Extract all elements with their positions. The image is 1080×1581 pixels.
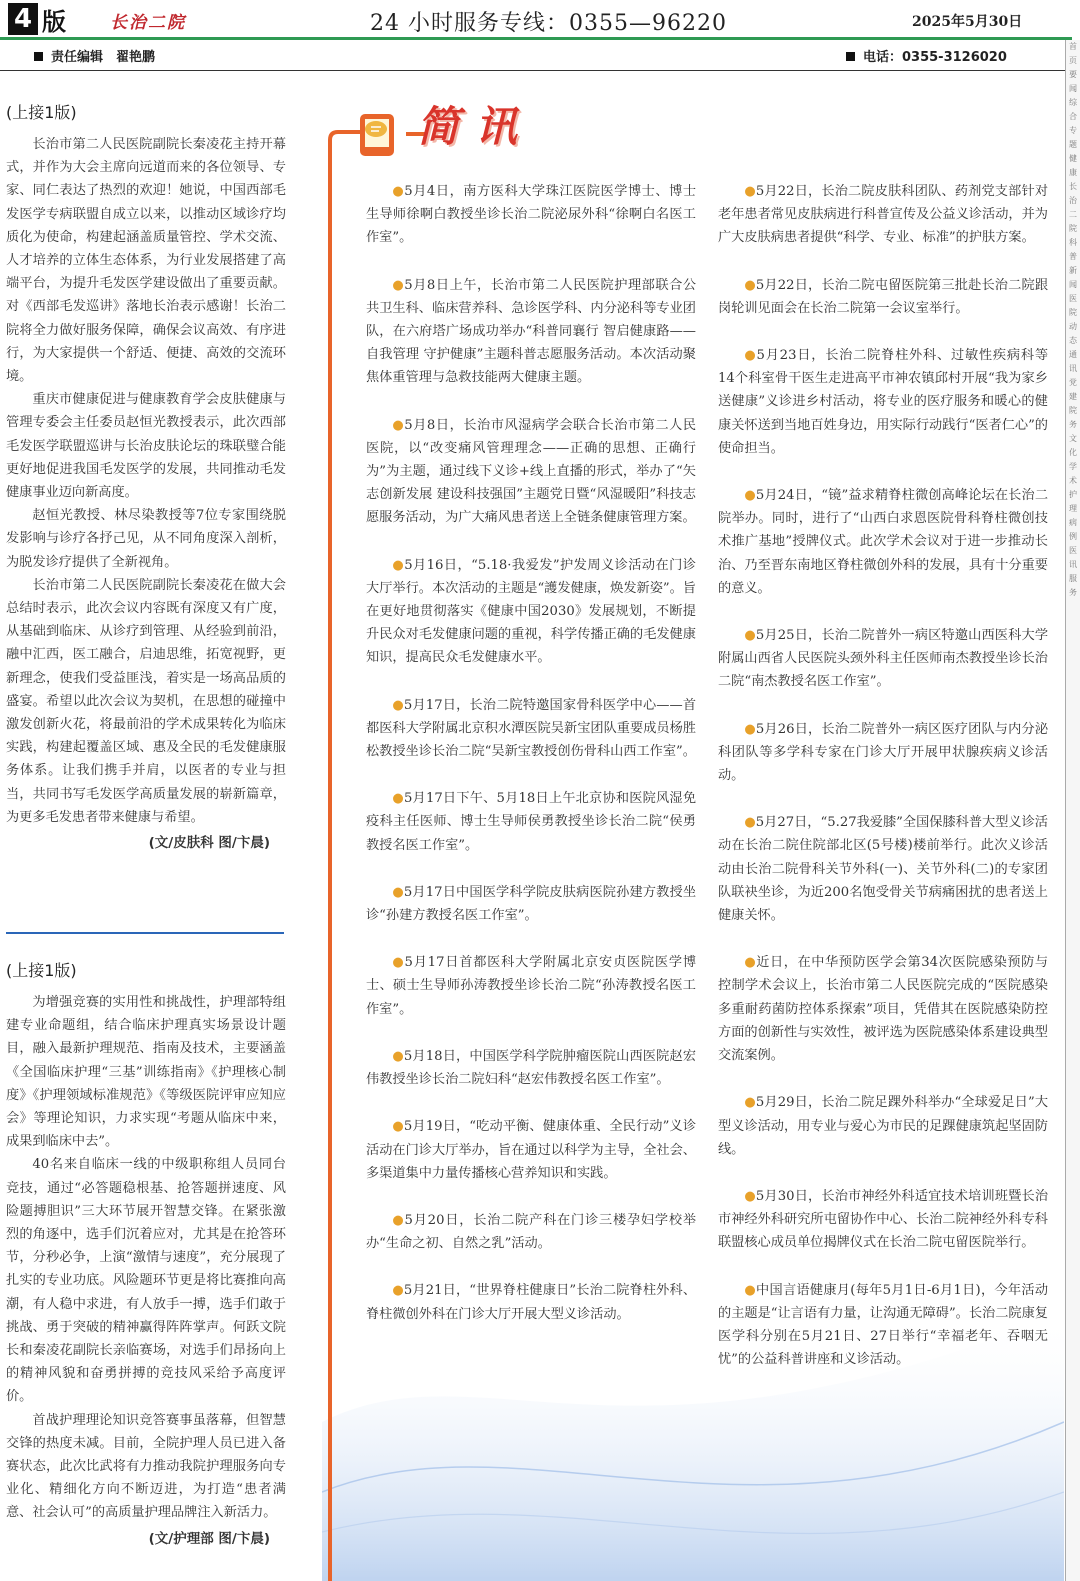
bullet-dot-icon: ● bbox=[392, 1212, 405, 1228]
article-skin-forum bbox=[6, 100, 286, 851]
bullet-dot-icon: ● bbox=[392, 277, 405, 293]
brief-item: ●5月4日，南方医科大学珠江医院医学博士、博士生导师徐啊白教授坐诊长治二院泌尿外科“徐啊白名医工作室”。 bbox=[366, 184, 697, 246]
bullet-dot-icon: ● bbox=[744, 184, 756, 199]
brief-item: ●5月17日中国医学科学院皮肤病医院孙建方教授坐诊“孙建方教授名医工作室”。 bbox=[366, 884, 697, 924]
bullet-dot-icon: ● bbox=[744, 277, 756, 293]
continued-label: (上接1版) bbox=[6, 961, 77, 980]
brief-item: ●5月22日，长治二院皮肤科团队、药剂党支部针对老年患者常见皮肤病进行科普宣传及公益义诊活动，并为广大皮肤病患者提供“科学、专业、标准”的护肤方案。 bbox=[718, 184, 1049, 246]
bullet-dot-icon: ● bbox=[392, 417, 405, 433]
bullet-dot-icon: ● bbox=[744, 1095, 756, 1111]
bullet-dot-icon: ● bbox=[392, 1283, 404, 1299]
bullet-dot-icon: ● bbox=[392, 791, 404, 807]
editor: 责任编辑 翟艳鹏 bbox=[51, 50, 156, 65]
subheader-rule bbox=[0, 70, 1072, 71]
phone: 电话：0355-3126020 bbox=[863, 50, 1007, 65]
bullet-dot-icon: ● bbox=[744, 815, 756, 831]
page-number-digit: 4 bbox=[8, 3, 38, 35]
brief-item: ●5月27日，“5.27我爱膝”全国保膝科普大型义诊活动在长治二院住院部北区(5号楼)楼前举行。此次义诊活动由长治二院骨科关节外科(一)、关节外科(二)的专家团队联袂坐诊，为近200名饱受骨关节病痛困扰的患者送上健康关怀。 bbox=[718, 815, 1048, 924]
brief-item: ●5月16日，“5.18·我爱发”护发周义诊活动在门诊大厅举行。本次活动的主题是“護发健康，焕发新姿”。旨在更好地贯彻落实《健康中国2030》发展规划，不断提升民众对毛发健康问题的重视，科学传播正确的毛发健康知识，提高民众毛发健康水平。 bbox=[366, 557, 696, 666]
bullet-dot-icon: ● bbox=[744, 1282, 757, 1298]
article-byline: (文/皮肤科 图/卞晨) bbox=[148, 835, 270, 852]
brief-item: ●5月30日，长治市神经外科适宜技术培训班暨长治市神经外科研究所屯留协作中心、长治二院神经外科专科联盟核心成员单位揭牌仪式在长治二院屯留医院举行。 bbox=[718, 1188, 1049, 1251]
brief-item: ●中国言语健康月(每年5月1日-6月1日)，今年活动的主题是“让言语有力量，让沟通无障碍”。长治二院康复医学科分别在5月21日、27日举行“幸福老年、吞咽无忧”的公益科普讲座和义诊活动。 bbox=[718, 1282, 1048, 1368]
article-paragraph: 40名来自临床一线的中级职称组人员同台竞技，通过“必答题稳根基、抢答题拼速度、风险题搏胆识”三大环节展开智慧交锋。在紧张激烈的角逐中，选手们沉着应对，尤其是在抢答环节，分秒必争，上演“激情与速度”，充分展现了扎实的专业功底。风险题环节更是将比赛推向高潮，有人稳中求进，有人放手一搏，选手们敢于挑战、勇于突破的精神赢得阵阵掌声。何跃文院长和秦凌花副院长亲临赛场，对选手们昂扬向上的精神风貌和奋勇拼搏的竞技风采给予高度评价。 bbox=[6, 1157, 286, 1405]
bullet-dot-icon: ● bbox=[744, 488, 756, 504]
bullet-dot-icon: ● bbox=[744, 955, 757, 971]
brief-item: ●5月23日，长治二院脊柱外科、过敏性疾病科等14个科室骨干医生走进高平市神农镇邱村开展“我为家乡送健康”义诊进乡村活动，将专业的医疗服务和暖心的健康关怀送到当地百姓身边，用实际行动践行“医者仁心”的使命担当。 bbox=[718, 348, 1049, 456]
hotline: 24 小时服务专线：0355—96220 bbox=[370, 11, 727, 36]
hospital-name: 长治二院 bbox=[110, 13, 186, 33]
briefs-panel bbox=[322, 92, 1064, 1581]
brief-item: ●5月17日首都医科大学附属北京安贞医院医学博士、硕士生导师孙涛教授坐诊长治二院“孙涛教授名医工作室”。 bbox=[366, 955, 697, 1017]
phone-line bbox=[846, 46, 1007, 65]
bullet-dot-icon: ● bbox=[392, 184, 405, 199]
bullet-dot-icon: ● bbox=[744, 348, 757, 364]
square-bullet-icon bbox=[846, 52, 855, 61]
header-rule bbox=[0, 37, 1072, 40]
bullet-dot-icon: ● bbox=[744, 1188, 756, 1204]
brief-item: ●近日，在中华预防医学会第34次医院感染预防与控制学术会议上，长治市第二人民医院完成的“医院感染多重耐药菌防控体系探索”项目，凭借其在医院感染防控方面的创新性与实效性，被评选为医院感染体系建设典型交流案例。 bbox=[718, 955, 1049, 1064]
bullet-dot-icon: ● bbox=[744, 628, 756, 644]
bullet-dot-icon: ● bbox=[392, 1119, 404, 1135]
adjacent-page-edge bbox=[1065, 40, 1080, 1581]
brief-item: ●5月19日，“吃动平衡、健康体重、全民行动”义诊活动在门诊大厅举办，旨在通过以科学为主导，全社会、多渠道集中力量传播核心营养知识和实践。 bbox=[366, 1119, 697, 1181]
article-byline: (文/护理部 图/卞晨) bbox=[148, 1530, 270, 1547]
masthead bbox=[0, 0, 1080, 42]
page-number-suffix: 版 bbox=[42, 7, 66, 36]
briefs-left-column bbox=[366, 180, 696, 1350]
brief-item: ●5月17日下午、5月18日上午北京协和医院风湿免疫科主任医师、博士生导师侯勇教授坐诊长治二院“侯勇教授名医工作室”。 bbox=[366, 791, 697, 853]
bullet-dot-icon: ● bbox=[744, 721, 756, 737]
article-divider bbox=[6, 932, 284, 934]
article-paragraph: 长治市第二人民医院副院长秦凌花主持开幕式，并作为大会主席向远道而来的各位领导、专家、同仁表达了热烈的欢迎！她说，中国西部毛发医学专病联盟自成立以来，以推动区域诊疗均质化为使命，构建起涵盖质量管控、学术交流、人才培养的立体生态体系，为行业发展搭建了高端平台，为提升毛发医学建设做出了重要贡献。对《西部毛发巡讲》落地长治表示感谢！长治二院将全力做好服务保障，确保会议高效、有序进行，为大家提供一个舒适、便捷、高效的交流环境。 bbox=[6, 137, 286, 385]
edge-text: 首页 要闻 综合 专题 健康 长治二院 科普 新闻 医院动态 通讯 党建 院务 文化 学术 护理 病例 医讯 服务 bbox=[1069, 42, 1077, 597]
article-paragraph: 首战护理理论知识竞答赛事虽落幕，但智慧交锋的热度未减。目前，全院护理人员已进入备赛状态，此次比武将有力推动我院护理服务向专业化、精细化方向不断迈进，为打造“患者满意、社会认可”的高质量护理品牌注入新活力。 bbox=[6, 1412, 286, 1521]
article-nursing-contest bbox=[6, 958, 286, 1547]
brief-item: ●5月22日，长治二院屯留医院第三批赴长治二院跟岗轮训见面会在长治二院第一会议室举行。 bbox=[718, 277, 1049, 316]
page-number bbox=[8, 4, 66, 34]
brief-item: ●5月29日，长治二院足踝外科举办“全球爱足日”大型义诊活动，用专业与爱心为市民的足踝健康筑起坚固防线。 bbox=[718, 1095, 1049, 1157]
publication-date: 2025年5月30日 bbox=[912, 14, 1023, 30]
editor-line bbox=[34, 46, 155, 65]
brief-item: ●5月24日，“镜”益求精脊柱微创高峰论坛在长治二院举办。同时，进行了“山西白求恩医院骨科脊柱微创技术推广基地”授牌仪式。此次学术会议对于进一步推动长治、乃至晋东南地区脊柱微创外科的发展，具有十分重要的意义。 bbox=[718, 488, 1049, 596]
article-paragraph: 为增强竞赛的实用性和挑战性，护理部特组建专业命题组，结合临床护理真实场景设计题目，融入最新护理规范、指南及技术，主要涵盖《全国临床护理“三基”训练指南》《护理核心制度》《护理领域标准规范》《等级医院评审应知应会》等理论知识，力求实现“考题从临床中来，成果到临床中去”。 bbox=[6, 995, 286, 1150]
briefs-title: 简讯 bbox=[417, 102, 534, 151]
brief-item: ●5月20日，长治二院产科在门诊三楼孕妇学校举办“生命之初、自然之乳”活动。 bbox=[366, 1212, 697, 1252]
article-paragraph: 长治市第二人民医院副院长秦凌花在做大会总结时表示，此次会议内容既有深度又有广度，从基础到临床、从诊疗到管理、从经验到前沿，融中汇西，医工融合，启迪思维，拓宽视野，更新理念，使我们受益匪浅，着实是一场高品质的盛宴。希望以此次会议为契机，在思想的碰撞中激发创新火花，将最前沿的学术成果转化为临床实践，构建起覆盖区域、惠及全民的毛发健康服务体系。让我们携手并肩，以医者的专业与担当，共同书写毛发医学高质量发展的崭新篇章，为更多毛发患者带来健康与希望。 bbox=[6, 577, 286, 825]
square-bullet-icon bbox=[34, 52, 43, 61]
brief-item: ●5月8日上午，长治市第二人民医院护理部联合公共卫生科、临床营养科、急诊医学科、内分泌科等专业团队，在六府塔广场成功举办“科普同襄行 智启健康路——自我管理 守护健康”主题科普志愿服务活动。本次活动聚焦体重管理与急救技能两大健康主题。 bbox=[366, 277, 697, 386]
article-paragraph: 重庆市健康促进与健康教育学会皮肤健康与管理专委会主任委员赵恒光教授表示，此次西部毛发医学联盟巡讲与长治皮肤论坛的珠联璧合能更好地促进我国毛发医学的发展，共同推动毛发健康事业迈向新高度。 bbox=[6, 392, 286, 501]
brief-item: ●5月8日，长治市风湿病学会联合长治市第二人民医院，以“改变痛风管理理念——正确的思想、正确行为”为主题，通过线下义诊+线上直播的形式，举办了“矢志创新发展 建设科技强国”主题党日暨“风湿暖阳”科技志愿服务活动，为广大痛风患者送上全链条健康管理方案。 bbox=[366, 417, 697, 526]
bullet-dot-icon: ● bbox=[392, 697, 404, 713]
bullet-dot-icon: ● bbox=[392, 884, 404, 900]
brief-item: ●5月25日，长治二院普外一病区特邀山西医科大学附属山西省人民医院头颈外科主任医师南杰教授坐诊长治二院“南杰教授名医工作室”。 bbox=[718, 628, 1049, 690]
continued-label: (上接1版) bbox=[6, 103, 77, 122]
bullet-dot-icon: ● bbox=[392, 557, 405, 573]
brief-item: ●5月17日，长治二院特邀国家骨科医学中心——首都医科大学附属北京积水潭医院吴新宝团队重要成员杨胜松教授坐诊长治二院“吴新宝教授创伤骨科山西工作室”。 bbox=[366, 697, 697, 760]
briefs-right-column bbox=[718, 180, 1048, 1395]
bullet-dot-icon: ● bbox=[392, 955, 405, 971]
brief-item: ●5月21日，“世界脊柱健康日”长治二院脊柱外科、脊柱微创外科在门诊大厅开展大型义诊活动。 bbox=[366, 1283, 697, 1322]
brief-item: ●5月18日，中国医学科学院肿瘤医院山西医院赵宏伟教授坐诊长治二院妇科“赵宏伟教授名医工作室”。 bbox=[366, 1048, 697, 1088]
article-paragraph: 赵恒光教授、林尽染教授等7位专家围绕脱发影响与诊疗各抒己见，从不同角度深入剖析，为脱发诊疗提供了全新视角。 bbox=[6, 508, 286, 570]
bullet-dot-icon: ● bbox=[392, 1048, 404, 1064]
brief-item: ●5月26日，长治二院普外一病区医疗团队与内分泌科团队等多学科专家在门诊大厅开展甲状腺疾病义诊活动。 bbox=[718, 721, 1049, 784]
